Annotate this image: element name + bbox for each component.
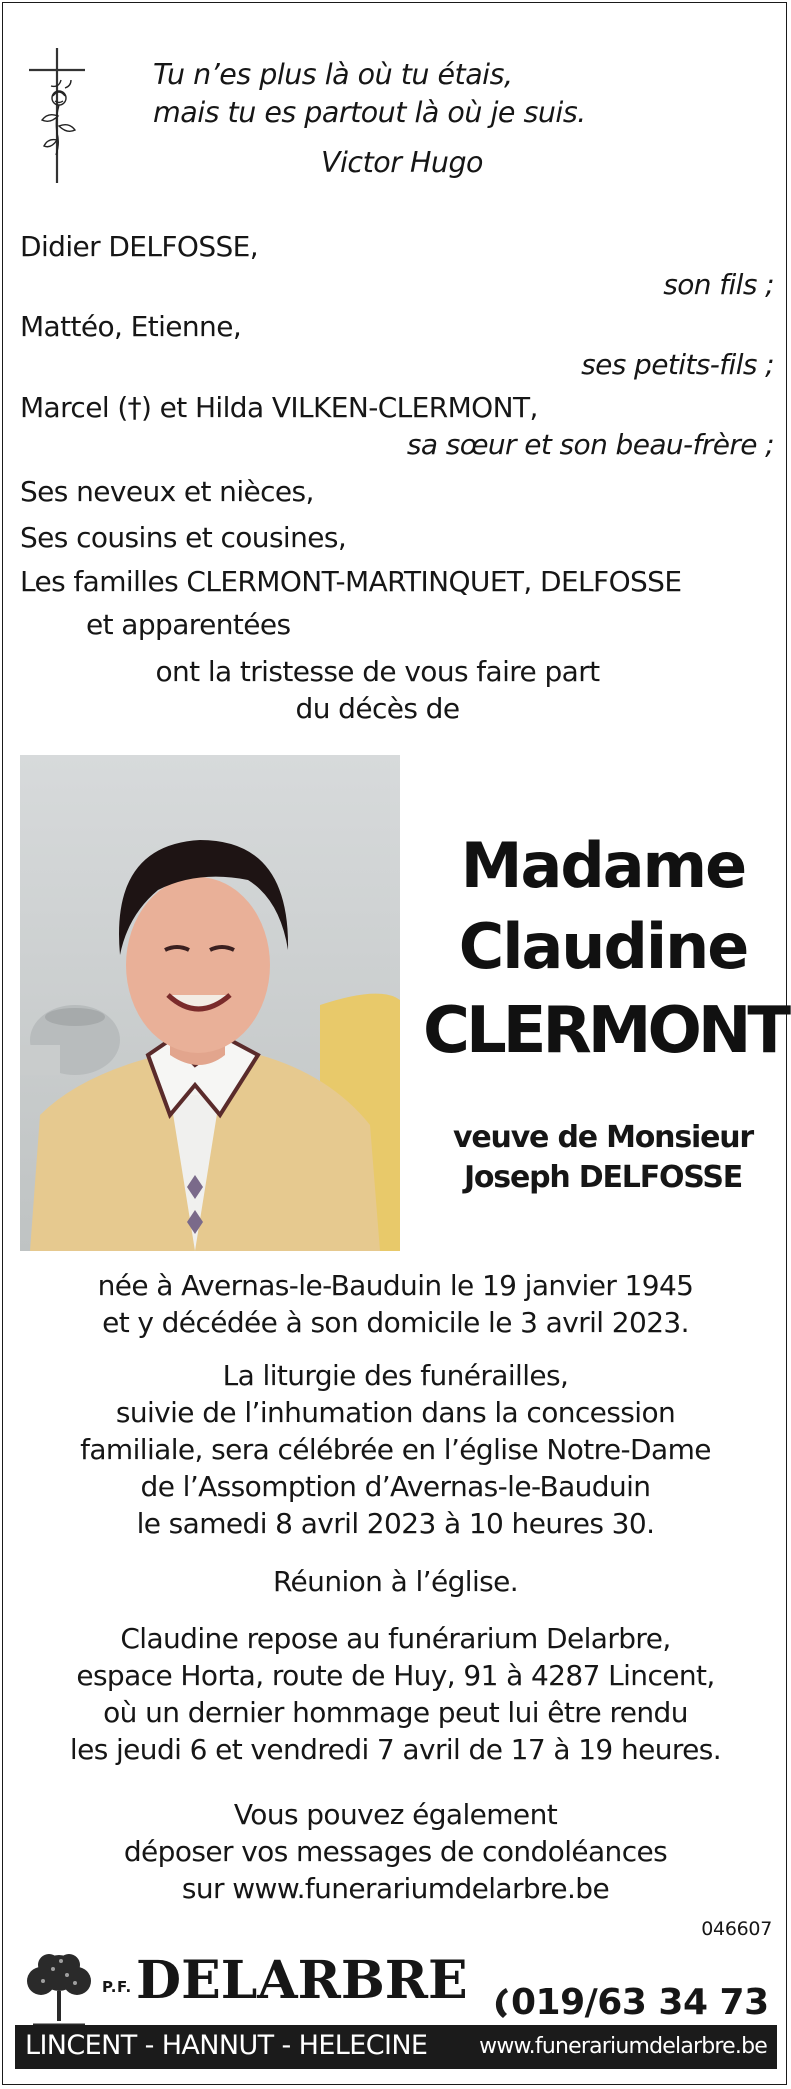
footer-bar	[15, 2025, 777, 2069]
relative-name: Marcel (†) et Hilda VILKEN-CLERMONT,	[20, 391, 538, 424]
deceased-title: Madame	[460, 829, 746, 902]
visitation-line: où un dernier hommage peut lui être rendu	[103, 1696, 688, 1729]
quote	[153, 56, 713, 132]
visitation-line: les jeudi 6 et vendredi 7 avril de 17 à 19 heures.	[69, 1733, 722, 1766]
relative-relation: son fils ;	[663, 268, 774, 301]
tree-logo-icon	[23, 1951, 95, 2027]
other-relatives-line: Ses cousins et cousines,	[20, 521, 347, 554]
relative-relation: ses petits-fils ;	[581, 348, 774, 381]
liturgy-line: suivie de l’inhumation dans la concession	[115, 1396, 676, 1429]
portrait-photo	[20, 755, 400, 1251]
other-relatives-cont: et apparentées	[86, 608, 291, 641]
phone-number: 019/63 34 73	[511, 1982, 769, 2023]
other-relatives-line: Les familles CLERMONT-MARTINQUET, DELFOSSE	[20, 565, 682, 598]
visitation-line: Claudine repose au funérarium Delarbre,	[120, 1622, 671, 1655]
liturgy-line: La liturgie des funérailles,	[222, 1359, 569, 1392]
visitation-line: espace Horta, route de Huy, 91 à 4287 Lincent,	[76, 1659, 715, 1692]
meeting-line: Réunion à l’église.	[272, 1565, 519, 1598]
obituary-card	[2, 2, 787, 2085]
quote-line-1: Tu n’es plus là où tu étais,	[153, 58, 513, 91]
widow-line-2: Joseph DELFOSSE	[463, 1160, 743, 1195]
relative-relation: sa sœur et son beau-frère ;	[406, 428, 774, 461]
birth-line: née à Avernas-le-Bauduin le 19 janvier 1945	[97, 1269, 694, 1302]
announce-line-1: ont la tristesse de vous faire part	[155, 655, 600, 688]
funeral-home-prefix: P.F.	[102, 1978, 132, 1996]
reference-number: 046607	[701, 1918, 772, 1940]
announce-line-2: du décès de	[295, 692, 460, 725]
funeral-home-name: DELARBRE	[136, 1950, 468, 2011]
cross-rose-icon	[29, 48, 91, 183]
footer-website[interactable]: www.funerariumdelarbre.be	[479, 2034, 767, 2059]
widow-line-1: veuve de Monsieur	[453, 1120, 753, 1155]
condolences-line: Vous pouvez également	[233, 1798, 558, 1831]
condolences-line: déposer vos messages de condoléances	[123, 1835, 668, 1868]
liturgy-line: familiale, sera célébrée en l’église Notre-Dame	[80, 1433, 711, 1466]
quote-line-2: mais tu es partout là où je suis.	[153, 96, 586, 129]
relative-name: Didier DELFOSSE,	[20, 230, 259, 263]
relative-name: Mattéo, Etienne,	[20, 310, 242, 343]
condolences-website: sur www.funerariumdelarbre.be	[181, 1872, 610, 1905]
other-relatives-line: Ses neveux et nièces,	[20, 475, 314, 508]
deceased-first-name: Claudine	[458, 910, 748, 983]
death-line: et y décédée à son domicile le 3 avril 2023.	[102, 1306, 689, 1339]
quote-author: Victor Hugo	[321, 146, 483, 179]
liturgy-line: de l’Assomption d’Avernas-le-Bauduin	[140, 1470, 651, 1503]
deceased-last-name: CLERMONT	[423, 994, 788, 1068]
liturgy-line: le samedi 8 avril 2023 à 10 heures 30.	[136, 1507, 655, 1540]
footer-towns: LINCENT - HANNUT - HELECINE	[25, 2030, 428, 2061]
